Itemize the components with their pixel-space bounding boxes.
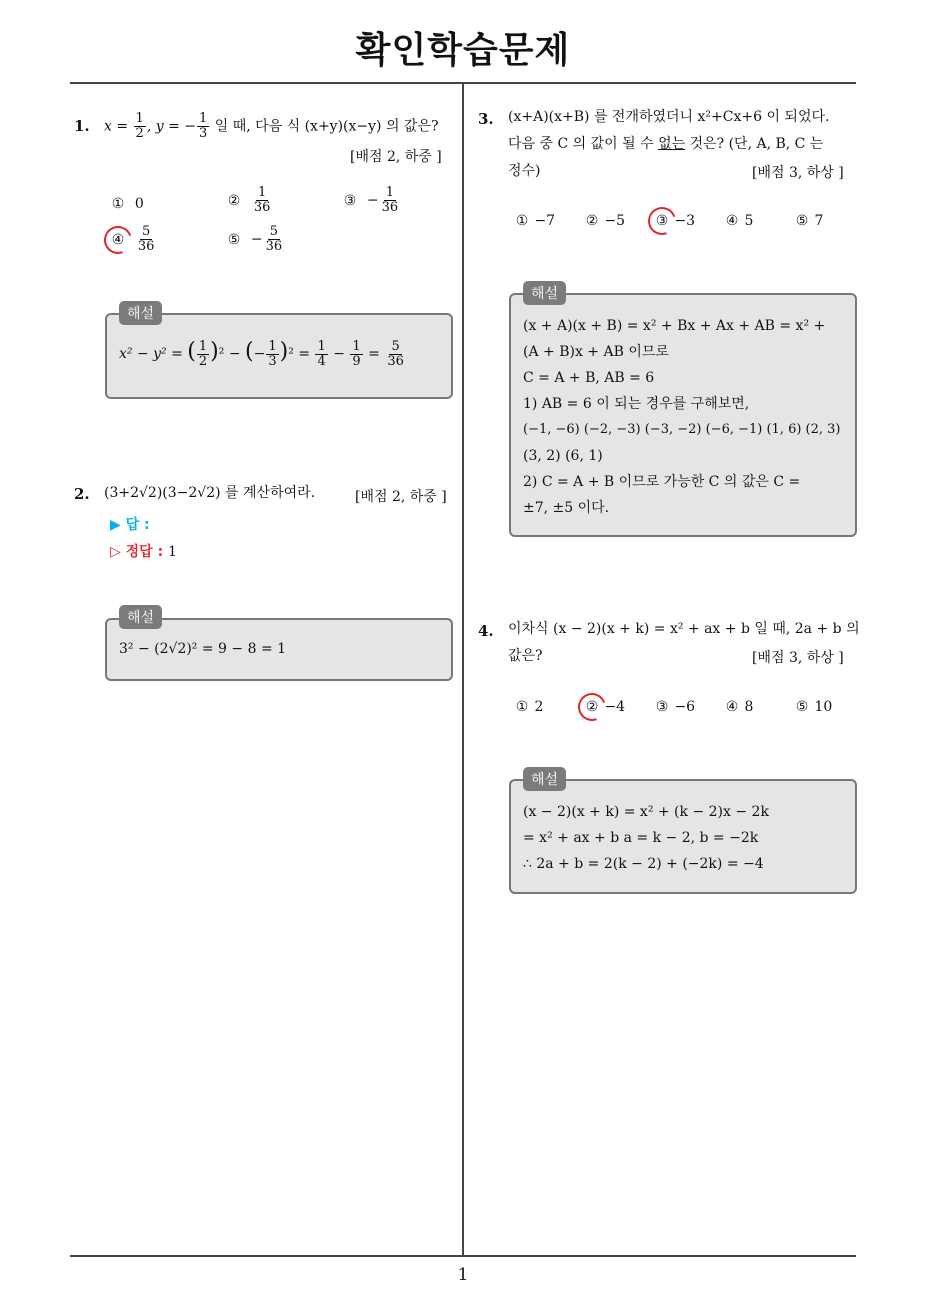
q2-correct-value: 1 [168, 544, 177, 560]
q4-number: 4. [478, 622, 494, 640]
q3-line-3: 정수) [508, 163, 541, 179]
q1-frac2: $\frac{1}{3}$ [198, 111, 208, 141]
q1-choice-5[interactable]: ⑤ − $\frac{5}{36}$ [227, 224, 283, 254]
q3-solution-tag: 해설 [523, 281, 566, 305]
q3-number: 3. [478, 110, 494, 128]
q3-choice-4[interactable]: ④ 5 [725, 213, 754, 229]
q2-solution-text: 3² − (2√2)² = 9 − 8 = 1 [119, 641, 287, 657]
q1-solution-text: x² − y² = ( $\frac{1}{2}$ )² − (− $\frac{1}{3}$ )² = $\frac{1}{4}$ − $\frac{1}{9}$ = $\frac{5}{36}$ [119, 338, 404, 369]
q4-sol-line: ∴ 2a + b = 2(k − 2) + (−2k) = −4 [523, 856, 764, 872]
q1-frac1: $\frac{1}{2}$ [135, 111, 144, 141]
q2-meta: [배점 2, 하중 ] [355, 489, 447, 505]
bottom-rule [70, 1255, 856, 1257]
q1-number: 1. [74, 117, 90, 135]
q2-number: 2. [74, 485, 90, 503]
q2-solution-tag: 해설 [119, 605, 162, 629]
q4-meta: [배점 3, 하상 ] [752, 650, 844, 666]
q1-choice-2[interactable]: ② $\frac{1}{36}$ [227, 185, 271, 215]
q2-text: (3+2√2)(3−2√2) 를 계산하여라. [104, 485, 316, 501]
q3-sol-line: (−1, −6) (−2, −3) (−3, −2) (−6, −1) (1, 6) (2, 3) [523, 422, 841, 437]
column-divider [462, 83, 464, 1256]
q3-sol-line: C = A + B, AB = 6 [523, 370, 655, 386]
page-number: 1 [457, 1265, 469, 1285]
q1-text-a: x = [104, 118, 133, 135]
q4-solution-box [509, 779, 857, 894]
q3-sol-line: ±7, ±5 이다. [523, 500, 610, 516]
q4-solution-text [523, 799, 845, 877]
q4-solution-tag: 해설 [523, 767, 566, 791]
q1-choice-3[interactable]: ③ − $\frac{1}{36}$ [343, 185, 399, 215]
q3-sol-line: (3, 2) (6, 1) [523, 448, 603, 464]
q3-sol-line: (A + B)x + AB 이므로 [523, 344, 669, 360]
q2-correct-label: ▷ 정답 : 1 [110, 544, 177, 560]
q4-sol-line: (x − 2)(x + k) = x² + (k − 2)x − 2k [523, 804, 769, 820]
page-title: 확인학습문제 [355, 30, 571, 71]
q3-solution-text [523, 313, 845, 521]
q3-choice-5[interactable]: ⑤ 7 [795, 213, 824, 229]
q3-line-2: 다음 중 C 의 값이 될 수 없는 것은? (단, A, B, C 는 [508, 136, 824, 152]
q3-choice-2[interactable]: ② −5 [585, 213, 626, 229]
q1-meta: [배점 2, 하중 ] [350, 149, 442, 165]
q4-choice-2-selected[interactable]: ② −4 [585, 699, 626, 715]
q1-text-c: 일 때, 다음 식 (x+y)(x−y) 의 값은? [210, 118, 439, 135]
q4-line-2: 값은? [508, 648, 543, 664]
q3-choice-1[interactable]: ① −7 [515, 213, 556, 229]
q3-line-1: (x+A)(x+B) 를 전개하였더니 x²+Cx+6 이 되었다. [508, 109, 830, 125]
q3-sol-line: 1) AB = 6 이 되는 경우를 구해보면, [523, 396, 750, 412]
q3-choice-3-selected[interactable]: ③ −3 [655, 213, 696, 229]
q4-line-1: 이차식 (x − 2)(x + k) = x² + ax + b 일 때, 2a + b 의 [508, 621, 860, 637]
q4-choice-1[interactable]: ① 2 [515, 699, 544, 715]
q1-choice-1[interactable]: ① 0 [111, 196, 144, 212]
q1-choice-4-selected[interactable]: ④ $\frac{5}{36}$ [111, 224, 155, 254]
q3-sol-line: (x + A)(x + B) = x² + Bx + Ax + AB = x² + [523, 318, 826, 334]
q1-text [104, 112, 456, 141]
q1-solution-tag: 해설 [119, 301, 162, 325]
q4-choice-4[interactable]: ④ 8 [725, 699, 754, 715]
q3-sol-line: 2) C = A + B 이므로 가능한 C 의 값은 C = [523, 474, 801, 490]
q2-answer-label: ▶ 답 : [110, 517, 150, 533]
q1-solution-box [105, 313, 453, 399]
q3-solution-box [509, 293, 857, 537]
q4-sol-line: = x² + ax + b a = k − 2, b = −2k [523, 830, 759, 846]
q3-meta: [배점 3, 하상 ] [752, 165, 844, 181]
q4-choice-5[interactable]: ⑤ 10 [795, 699, 833, 715]
q4-choice-3[interactable]: ③ −6 [655, 699, 696, 715]
q1-text-b: , y = − [146, 118, 196, 135]
